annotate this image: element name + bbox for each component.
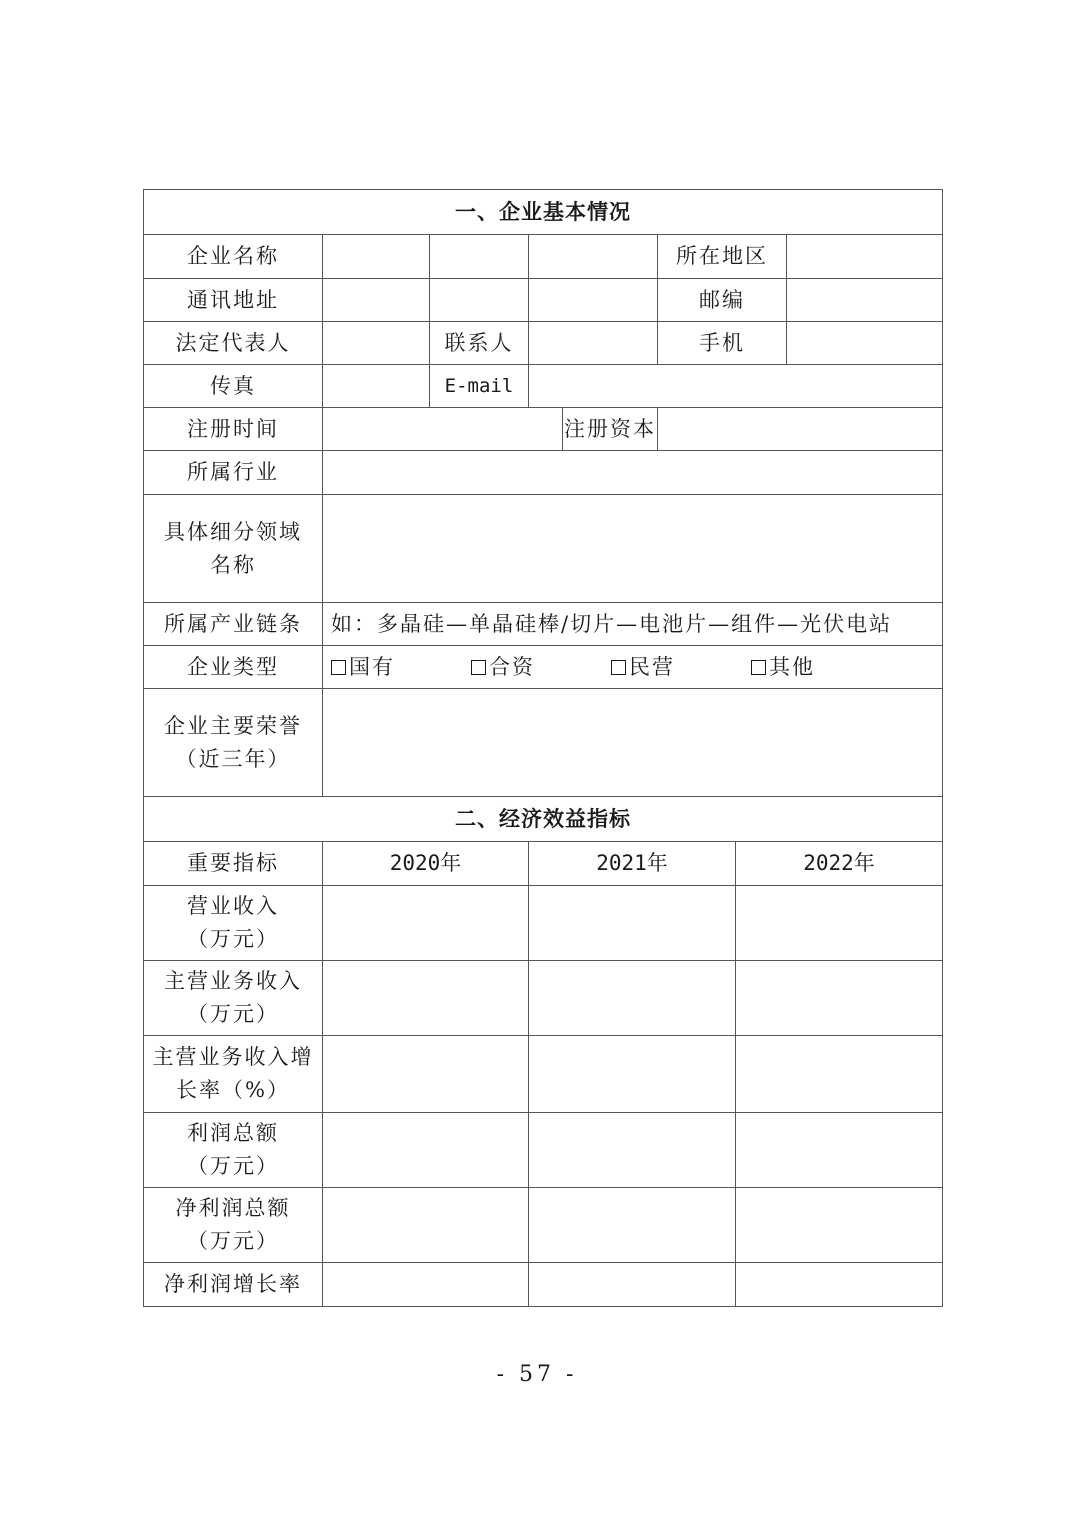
- indicator-label: 净利润增长率: [144, 1263, 323, 1307]
- legal-rep-field[interactable]: [323, 322, 430, 365]
- value-cell-2020[interactable]: [323, 961, 529, 1036]
- page-number: - 57 -: [496, 1362, 578, 1387]
- checkbox-icon[interactable]: [471, 660, 486, 675]
- indicator-label-line1: 主营业务收入: [164, 969, 302, 993]
- subfield-label: [144, 495, 323, 603]
- company-name-field-1[interactable]: [323, 235, 430, 279]
- honors-label-line2: （近三年）: [175, 746, 291, 771]
- type-option-other[interactable]: 其他: [751, 651, 891, 684]
- reg-time-label: 注册时间: [144, 408, 323, 451]
- industry-label: 所属行业: [144, 451, 323, 495]
- company-name-field-3[interactable]: [529, 235, 658, 279]
- address-field-2[interactable]: [430, 279, 529, 322]
- value-cell-2022[interactable]: [736, 961, 943, 1036]
- year-header-2021: 2021年: [529, 842, 736, 886]
- honors-field[interactable]: [323, 689, 943, 797]
- postcode-field[interactable]: [787, 279, 943, 322]
- subfield-field[interactable]: [323, 495, 943, 603]
- indicator-label: [144, 1188, 323, 1263]
- reg-time-field[interactable]: [323, 408, 563, 451]
- indicator-label: [144, 1113, 323, 1188]
- value-cell-2021[interactable]: [529, 1263, 736, 1307]
- value-cell-2021[interactable]: [529, 886, 736, 961]
- value-cell-2022[interactable]: [736, 1113, 943, 1188]
- address-field-1[interactable]: [323, 279, 430, 322]
- indicator-label-line1: 营业收入: [187, 894, 279, 918]
- indicator-label: [144, 886, 323, 961]
- indicator-label-line1: 净利润总额: [175, 1196, 291, 1220]
- region-field[interactable]: [787, 235, 943, 279]
- subfield-label-line2: 名称: [210, 552, 256, 577]
- chain-label: 所属产业链条: [144, 603, 323, 646]
- mobile-label: 手机: [658, 322, 787, 365]
- region-label: 所在地区: [658, 235, 787, 279]
- postcode-label: 邮编: [658, 279, 787, 322]
- value-cell-2022[interactable]: [736, 1263, 943, 1307]
- value-cell-2020[interactable]: [323, 886, 529, 961]
- address-label: 通讯地址: [144, 279, 323, 322]
- year-header-2020: 2020年: [323, 842, 529, 886]
- value-cell-2022[interactable]: [736, 1036, 943, 1113]
- honors-label: [144, 689, 323, 797]
- enterprise-info-form: [143, 189, 943, 1307]
- company-name-field-2[interactable]: [430, 235, 529, 279]
- value-cell-2021[interactable]: [529, 961, 736, 1036]
- type-option-joint-venture[interactable]: 合资: [471, 651, 611, 684]
- checkbox-icon[interactable]: [611, 660, 626, 675]
- checkbox-icon[interactable]: [751, 660, 766, 675]
- honors-label-line1: 企业主要荣誉: [164, 713, 302, 738]
- email-field[interactable]: [529, 365, 943, 408]
- indicator-header: 重要指标: [144, 842, 323, 886]
- value-cell-2020[interactable]: [323, 1036, 529, 1113]
- email-label: E-mail: [430, 365, 529, 408]
- section-economic-title: 二、经济效益指标: [144, 797, 943, 842]
- value-cell-2020[interactable]: [323, 1113, 529, 1188]
- indicator-label-line2: （万元）: [187, 1154, 279, 1178]
- industry-field[interactable]: [323, 451, 943, 495]
- type-options: [323, 646, 943, 689]
- indicator-label-line1: 利润总额: [187, 1121, 279, 1145]
- value-cell-2021[interactable]: [529, 1188, 736, 1263]
- reg-capital-field[interactable]: [658, 408, 943, 451]
- mobile-field[interactable]: [787, 322, 943, 365]
- value-cell-2020[interactable]: [323, 1263, 529, 1307]
- type-option-state[interactable]: 国有: [331, 651, 471, 684]
- indicator-label-line2: （万元）: [187, 927, 279, 951]
- indicator-label-line1: 主营业务收入增: [152, 1045, 314, 1069]
- section-basic-info-title: 一、企业基本情况: [144, 190, 943, 235]
- value-cell-2022[interactable]: [736, 1188, 943, 1263]
- contact-label: 联系人: [430, 322, 529, 365]
- checkbox-icon[interactable]: [331, 660, 346, 675]
- legal-rep-label: 法定代表人: [144, 322, 323, 365]
- subfield-label-line1: 具体细分领域: [164, 519, 302, 544]
- company-name-label: 企业名称: [144, 235, 323, 279]
- indicator-label: [144, 1036, 323, 1113]
- indicator-label-line2: （万元）: [187, 1002, 279, 1026]
- year-header-2022: 2022年: [736, 842, 943, 886]
- indicator-label-line2: （万元）: [187, 1229, 279, 1253]
- fax-label: 传真: [144, 365, 323, 408]
- reg-capital-label: 注册资本: [563, 408, 658, 451]
- address-field-3[interactable]: [529, 279, 658, 322]
- type-option-private[interactable]: 民营: [611, 651, 751, 684]
- indicator-label: [144, 961, 323, 1036]
- chain-field[interactable]: 如：多晶硅—单晶硅棒/切片—电池片—组件—光伏电站: [323, 603, 943, 646]
- contact-field[interactable]: [529, 322, 658, 365]
- value-cell-2022[interactable]: [736, 886, 943, 961]
- value-cell-2021[interactable]: [529, 1113, 736, 1188]
- value-cell-2021[interactable]: [529, 1036, 736, 1113]
- indicator-label-line2: 长率（%）: [176, 1078, 290, 1102]
- type-label: 企业类型: [144, 646, 323, 689]
- fax-field[interactable]: [323, 365, 430, 408]
- value-cell-2020[interactable]: [323, 1188, 529, 1263]
